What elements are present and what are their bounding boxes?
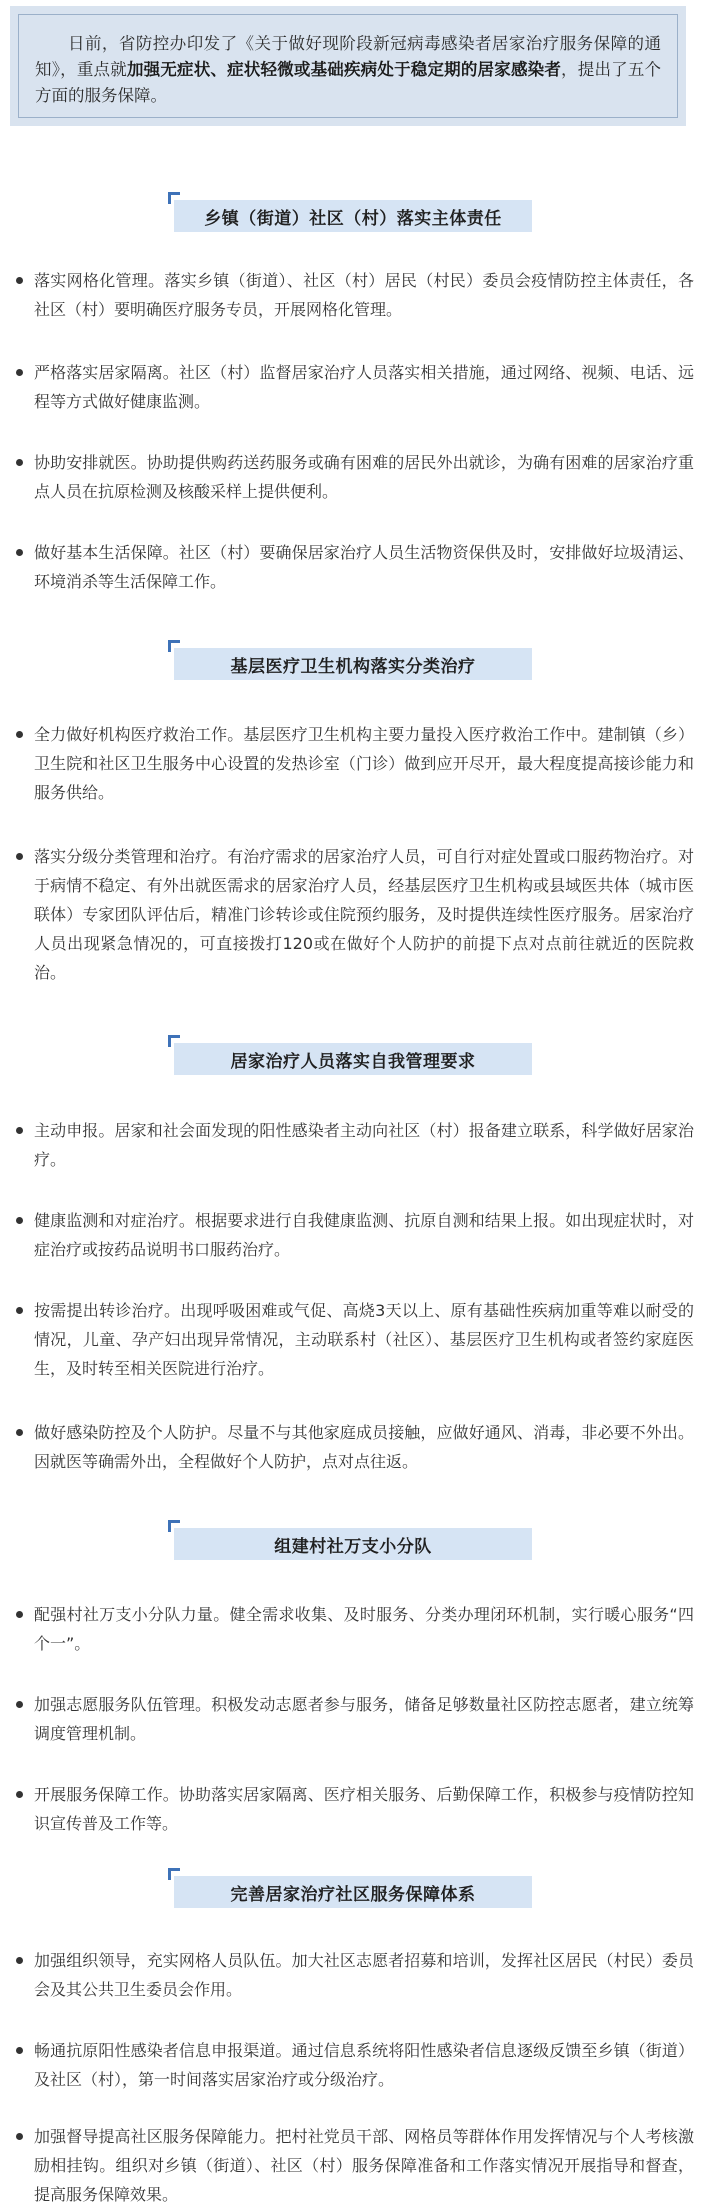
bullet-dot: [16, 1307, 23, 1314]
list-item-text: 落实分级分类管理和治疗。有治疗需求的居家治疗人员，可自行对症处置或口服药物治疗。对于病情不稳定、有外出就医需求的居家治疗人员，经基层医疗卫生机构或县域医共体（城市医联体）专家团队评估后，精准门诊转诊或住院预约服务，及时提供连续性医疗服务。居家治疗人员出现紧急情况的，可直接拨打120或在做好个人防护的前提下点对点前往就近的医院救治。: [34, 847, 694, 982]
section-title: 组建村社万支小分队: [174, 1528, 532, 1560]
list-item-text: 落实网格化管理。落实乡镇（街道）、社区（村）居民（村民）委员会疫情防控主体责任，各社区（村）要明确医疗服务专员，开展网格化管理。: [34, 271, 694, 319]
list-item-text: 加强组织领导，充实网格人员队伍。加大社区志愿者招募和培训，发挥社区居民（村民）委员会及其公共卫生委员会作用。: [34, 1951, 694, 1999]
section-title: 完善居家治疗社区服务保障体系: [174, 1876, 532, 1908]
list-item-text: 加强志愿服务队伍管理。积极发动志愿者参与服务，储备足够数量社区防控志愿者，建立统筹调度管理机制。: [34, 1695, 694, 1743]
list-item-text: 健康监测和对症治疗。根据要求进行自我健康监测、抗原自测和结果上报。如出现症状时，对症治疗或按药品说明书口服药治疗。: [34, 1211, 694, 1259]
bullet-dot: [16, 1127, 23, 1134]
list-item: [14, 1116, 694, 1174]
list-item: [14, 2036, 694, 2094]
intro-text-bold: 加强无症状、症状轻微或基础疾病处于稳定期的居家感染者: [126, 60, 562, 79]
section-header-4: [168, 1520, 532, 1560]
section-header-5: [168, 1868, 532, 1908]
list-item-text: 加强督导提高社区服务保障能力。把村社党员干部、网格员等群体作用发挥情况与个人考核激励相挂钩。组织对乡镇（街道）、社区（村）服务保障准备和工作落实情况开展指导和督查，提高服务保障效果。: [34, 2127, 694, 2204]
bullet-dot: [16, 1791, 23, 1798]
list-item-text: 做好感染防控及个人防护。尽量不与其他家庭成员接触，应做好通风、消毒，非必要不外出。因就医等确需外出，全程做好个人防护，点对点往返。: [34, 1423, 694, 1471]
bullet-dot: [16, 1611, 23, 1618]
intro-text: [18, 14, 678, 118]
list-item-text: 畅通抗原阳性感染者信息申报渠道。通过信息系统将阳性感染者信息逐级反馈至乡镇（街道）及社区（村），第一时间落实居家治疗或分级治疗。: [34, 2041, 694, 2089]
section-title: 乡镇（街道）社区（村）落实主体责任: [174, 200, 532, 232]
list-item: [14, 1296, 694, 1383]
section-header-3: [168, 1035, 532, 1075]
list-item-text: 协助安排就医。协助提供购药送药服务或确有困难的居民外出就诊，为确有困难的居家治疗重点人员在抗原检测及核酸采样上提供便利。: [34, 453, 694, 501]
intro-text-part2: ，提出了五个方面的服务保障。: [35, 60, 662, 105]
list-item: [14, 2122, 694, 2209]
bullet-dot: [16, 2133, 23, 2140]
intro-text-part1: 日前，省防控办印发了《关于做好现阶段新冠病毒感染者居家治疗服务保障的通知》，重点就: [35, 34, 661, 79]
bullet-dot: [16, 1429, 23, 1436]
list-item: [14, 538, 694, 596]
bullet-dot: [16, 1957, 23, 1964]
section-header-2: [168, 640, 532, 680]
list-item: [14, 1600, 694, 1658]
bullet-dot: [16, 2047, 23, 2054]
bullet-dot: [16, 459, 23, 466]
bullet-dot: [16, 277, 23, 284]
section-title: 基层医疗卫生机构落实分类治疗: [174, 648, 532, 680]
section-title: 居家治疗人员落实自我管理要求: [174, 1043, 532, 1075]
list-item: [14, 448, 694, 506]
bullet-dot: [16, 853, 23, 860]
list-item-text: 按需提出转诊治疗。出现呼吸困难或气促、高烧3天以上、原有基础性疾病加重等难以耐受的情况，儿童、孕产妇出现异常情况，主动联系村（社区）、基层医疗卫生机构或者签约家庭医生，及时转至相关医院进行治疗。: [34, 1301, 694, 1378]
list-item: [14, 1946, 694, 2004]
list-item-text: 全力做好机构医疗救治工作。基层医疗卫生机构主要力量投入医疗救治工作中。建制镇（乡）卫生院和社区卫生服务中心设置的发热诊室（门诊）做到应开尽开，最大程度提高接诊能力和服务供给。: [34, 725, 694, 802]
list-item-text: 配强村社万支小分队力量。健全需求收集、及时服务、分类办理闭环机制，实行暖心服务“四个一”。: [34, 1605, 694, 1653]
list-item: [14, 266, 694, 324]
list-item: [14, 1418, 694, 1476]
list-item-text: 主动申报。居家和社会面发现的阳性感染者主动向社区（村）报备建立联系，科学做好居家治疗。: [34, 1121, 694, 1169]
bullet-dot: [16, 731, 23, 738]
list-item: [14, 842, 694, 987]
intro-box: [10, 6, 686, 126]
list-item: [14, 720, 694, 807]
list-item: [14, 1690, 694, 1748]
bullet-dot: [16, 1701, 23, 1708]
list-item-text: 开展服务保障工作。协助落实居家隔离、医疗相关服务、后勤保障工作，积极参与疫情防控知识宣传普及工作等。: [34, 1785, 694, 1833]
bullet-dot: [16, 369, 23, 376]
list-item-text: 严格落实居家隔离。社区（村）监督居家治疗人员落实相关措施，通过网络、视频、电话、远程等方式做好健康监测。: [34, 363, 694, 411]
list-item-text: 做好基本生活保障。社区（村）要确保居家治疗人员生活物资保供及时，安排做好垃圾清运、环境消杀等生活保障工作。: [34, 543, 694, 591]
bullet-dot: [16, 1217, 23, 1224]
bullet-dot: [16, 549, 23, 556]
list-item: [14, 1206, 694, 1264]
list-item: [14, 1780, 694, 1838]
list-item: [14, 358, 694, 416]
section-header-1: [168, 192, 532, 232]
